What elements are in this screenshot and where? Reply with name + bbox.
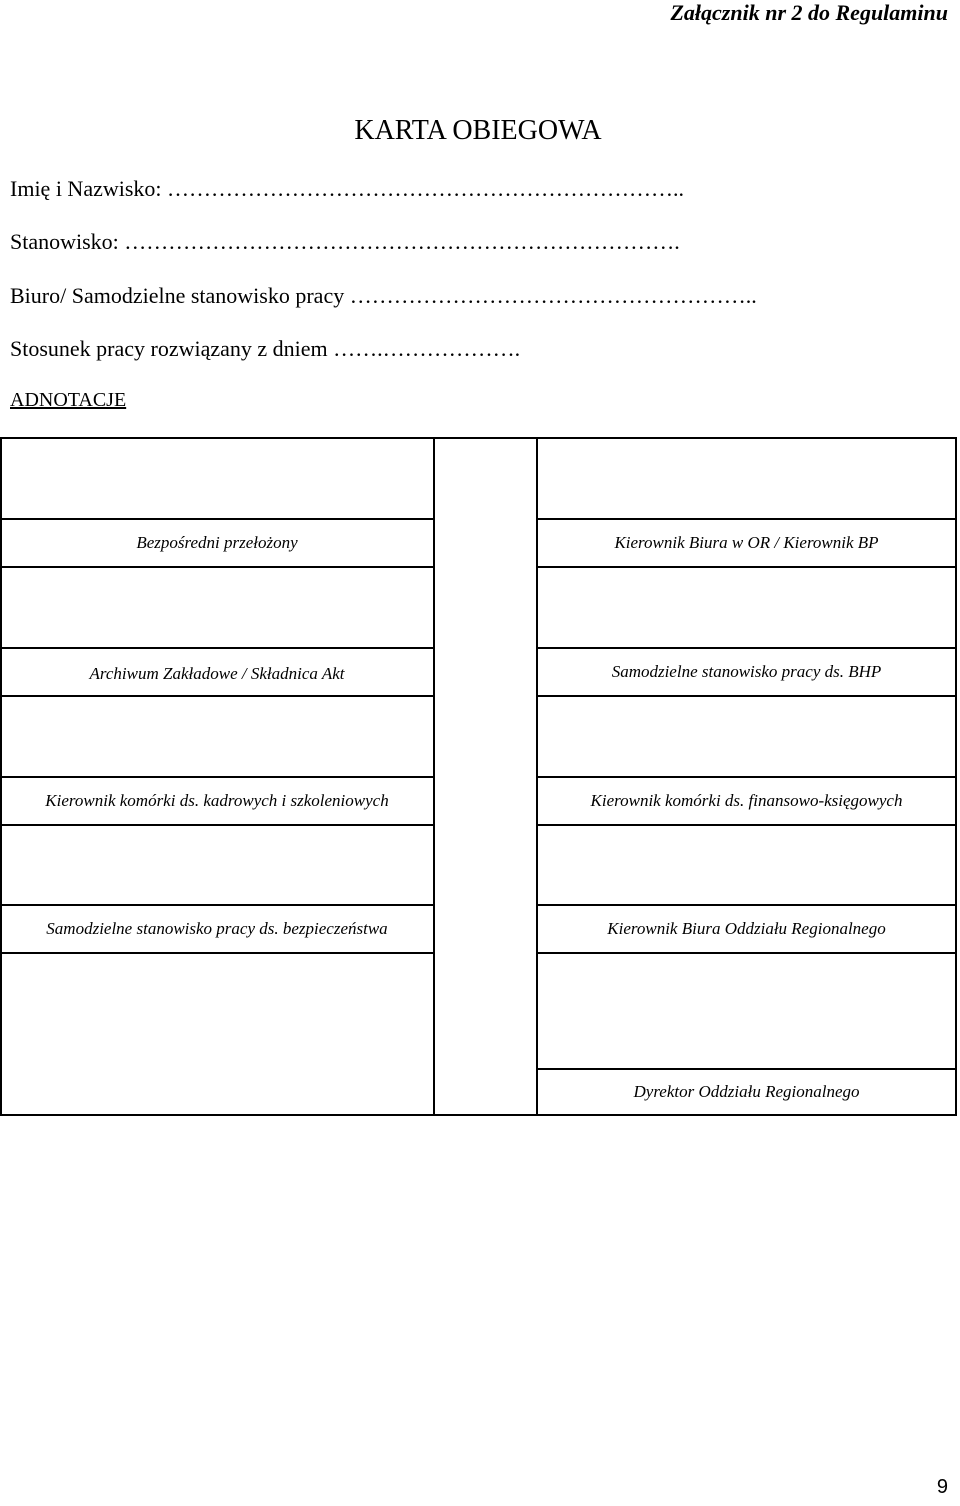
office-dots: ………………………………………………..: [349, 283, 757, 308]
grid-line: [0, 695, 434, 697]
grid-line: [0, 647, 434, 649]
grid-line: [536, 566, 957, 568]
termination-label: Stosunek pracy rozwiązany z dniem: [10, 336, 328, 361]
document-title: KARTA OBIEGOWA: [354, 115, 602, 146]
position-dots: ………………………………………………………………….: [124, 229, 680, 254]
label-bhp: Samodzielne stanowisko pracy ds. BHP: [611, 662, 882, 681]
label-office-manager: Kierownik Biura w OR / Kierownik BP: [614, 533, 879, 552]
grid-line: [0, 824, 434, 826]
grid-line: [536, 1068, 957, 1070]
grid-border-bottom: [0, 1114, 957, 1116]
termination-dots: …….……………….: [333, 336, 521, 361]
name-field: [10, 176, 684, 202]
attachment-header: Załącznik nr 2 do Regulaminu: [670, 0, 948, 25]
label-security: Samodzielne stanowisko pracy ds. bezpieczeństwa: [46, 919, 388, 938]
label-hr-manager: Kierownik komórki ds. kadrowych i szkoleniowych: [45, 791, 389, 810]
grid-line: [0, 776, 434, 778]
notes-label: ADNOTACJE: [10, 389, 127, 411]
grid-border-top: [0, 437, 957, 439]
office-field: [10, 283, 757, 309]
name-label: Imię i Nazwisko:: [10, 176, 162, 201]
position-label: Stanowisko:: [10, 229, 119, 254]
grid-line: [0, 952, 434, 954]
grid-line: [0, 904, 434, 906]
label-direct-supervisor: Bezpośredni przełożony: [136, 533, 298, 552]
grid-line: [0, 518, 434, 520]
grid-line: [0, 566, 434, 568]
position-field: [10, 229, 680, 255]
grid-line: [536, 952, 957, 954]
label-finance-manager: Kierownik komórki ds. finansowo-księgowych: [590, 791, 903, 810]
grid-line: [536, 647, 957, 649]
name-dots: ……………………………………………………………..: [167, 176, 685, 201]
grid-line: [536, 776, 957, 778]
termination-field: [10, 336, 520, 362]
grid-line: [536, 904, 957, 906]
page-number: 9: [936, 1476, 948, 1498]
grid-line: [536, 695, 957, 697]
label-regional-director: Dyrektor Oddziału Regionalnego: [633, 1082, 860, 1101]
label-regional-office-manager: Kierownik Biura Oddziału Regionalnego: [607, 919, 886, 938]
grid-line: [536, 518, 957, 520]
grid-line: [536, 824, 957, 826]
office-label: Biuro/ Samodzielne stanowisko pracy: [10, 283, 345, 308]
label-archive: Archiwum Zakładowe / Składnica Akt: [89, 664, 345, 683]
signature-grid: [0, 437, 957, 1117]
